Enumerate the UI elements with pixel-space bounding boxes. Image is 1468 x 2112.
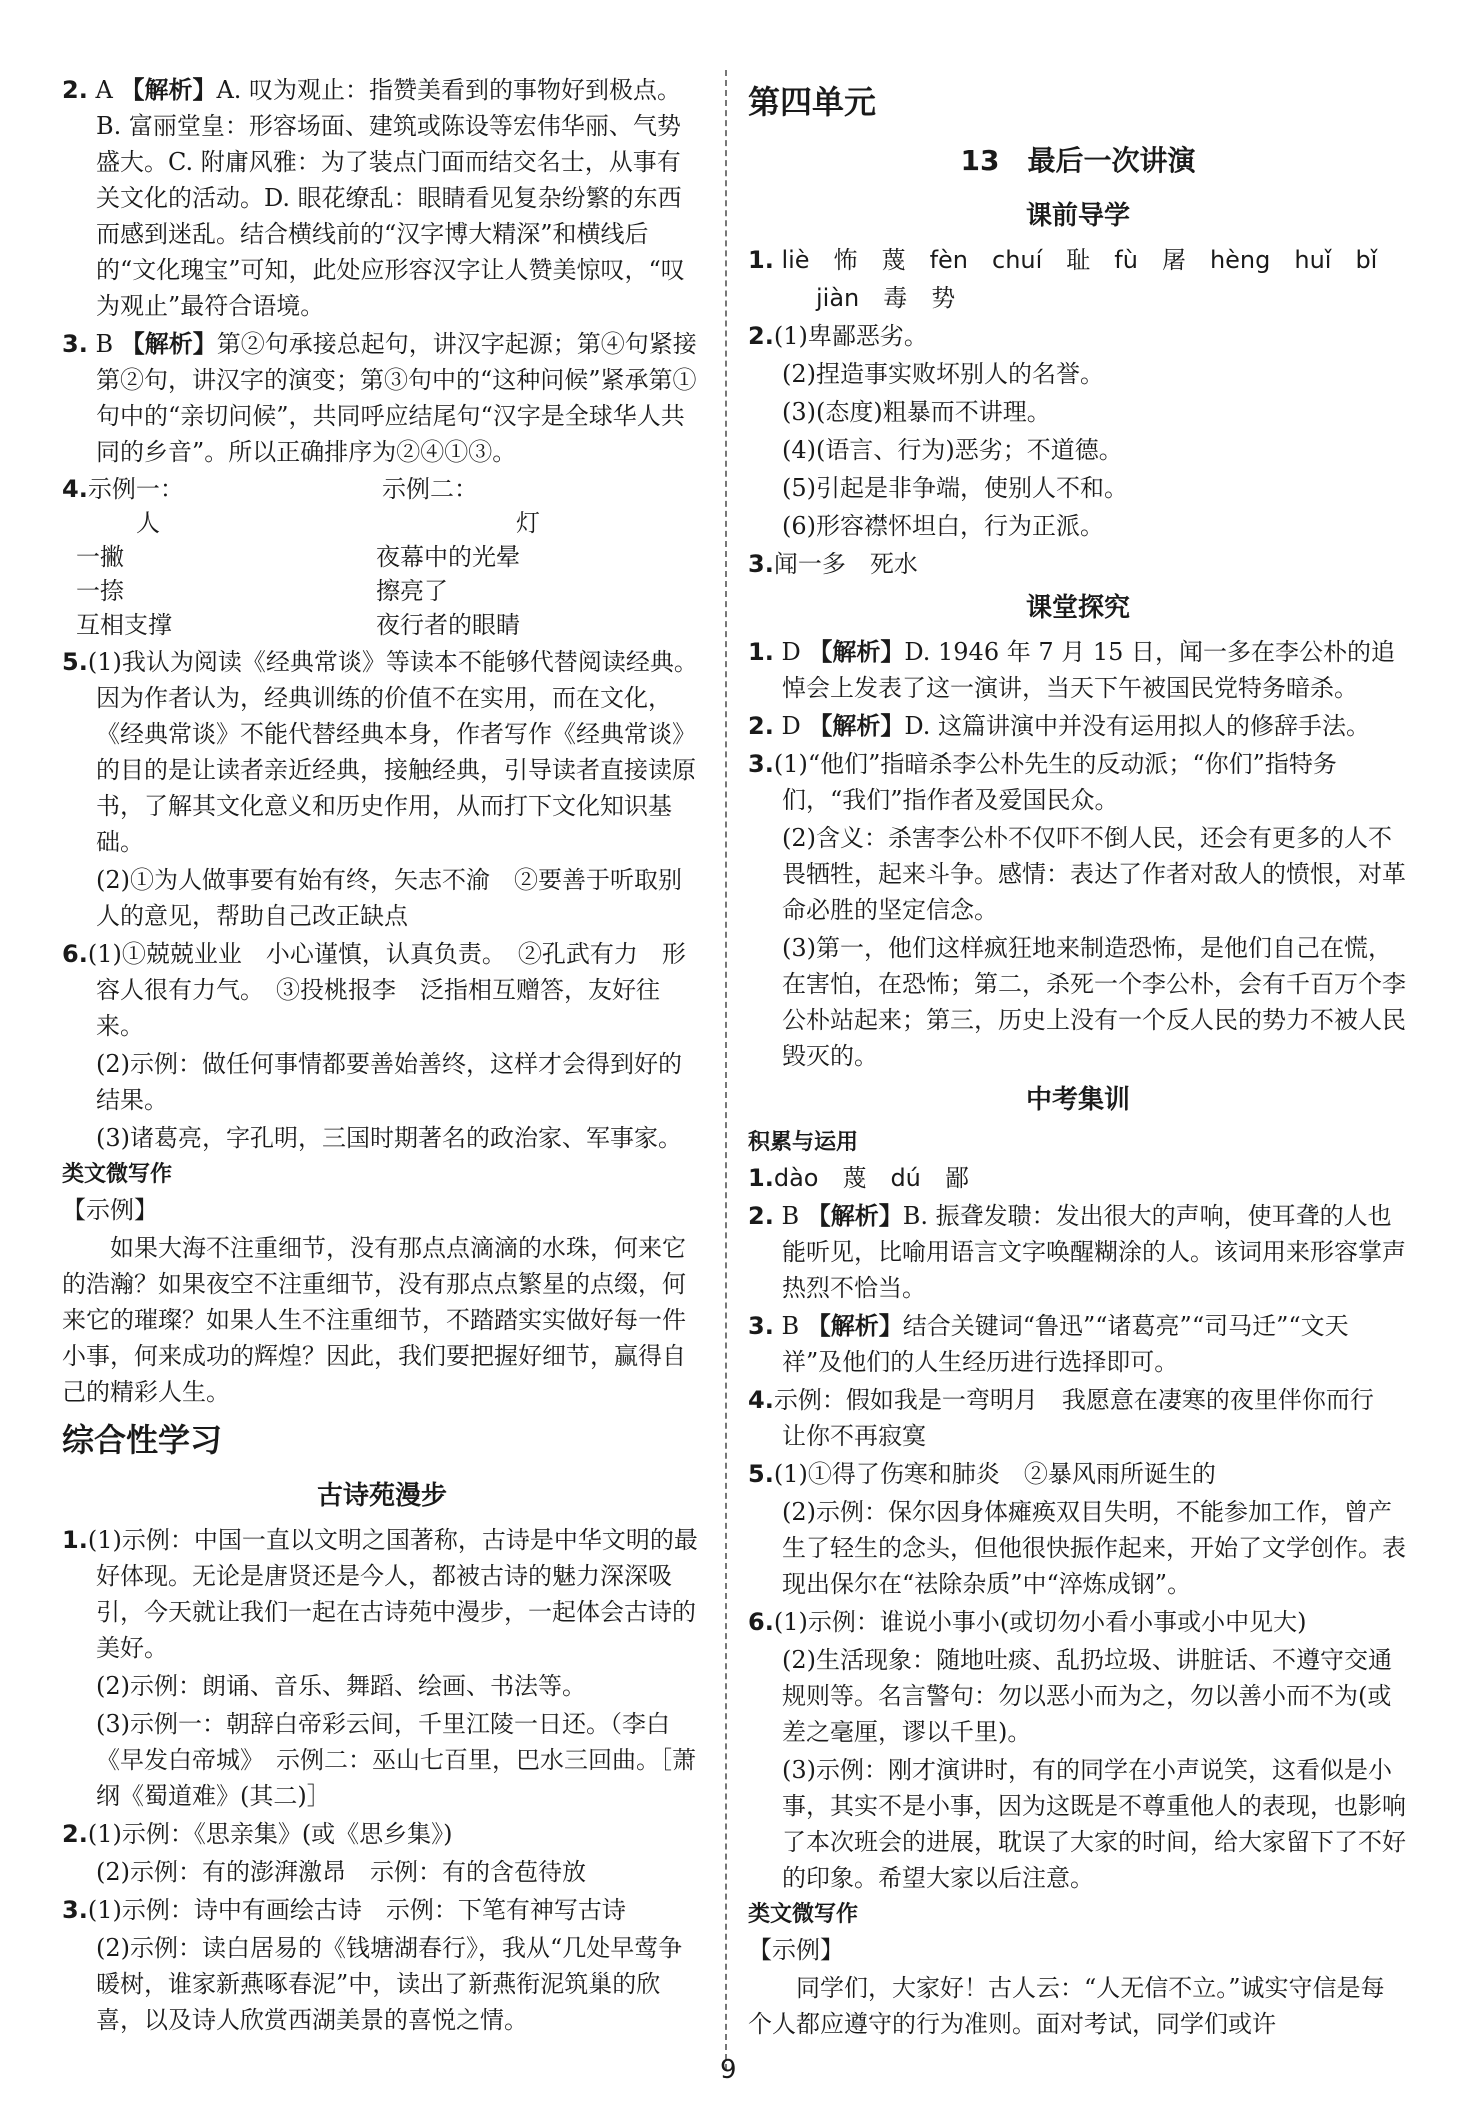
question-number: 2. (62, 1820, 88, 1848)
example-tag: 【示例】 (748, 1936, 844, 1964)
table-cell: 互相支撑 (76, 611, 172, 639)
couplet-table (62, 506, 702, 642)
question-number: 3. (748, 550, 774, 578)
preview-answer-3 (748, 546, 1408, 582)
answer-text: (1)示例：谁说小事小(或切勿小看小事或小中见大) (773, 1608, 1307, 1636)
answer-text: (6)形容襟怀坦白，行为正派。 (782, 512, 1104, 540)
question-number: 4. (62, 475, 88, 503)
subsection-title: 课堂探究 (1025, 593, 1130, 623)
question-number: 2. (748, 712, 774, 740)
question-number: 1. (748, 246, 774, 274)
analysis-tag: 【解析】 (120, 76, 217, 104)
page-number: 9 (720, 2055, 737, 2085)
pinyin-line: jiàn 毒 势 (816, 284, 956, 312)
example-two-label: 示例二： (382, 475, 478, 503)
answer-5 (62, 644, 702, 860)
subsection-title: 中考集训 (1025, 1085, 1130, 1115)
answer-text: (2)示例：做任何事情都要善始善终，这样才会得到好的结果。 (96, 1050, 682, 1114)
lesson-title: 13 最后一次讲演 (960, 144, 1196, 177)
table-cell: 人 (136, 509, 160, 537)
exam-answer-5 (748, 1456, 1408, 1492)
table-cell: 擦亮了 (376, 577, 448, 605)
answer-text: (3)(态度)粗暴而不讲理。 (782, 398, 1051, 426)
section-heading: 积累与运用 (748, 1130, 859, 1155)
answer-choice: D (781, 712, 801, 740)
question-number: 2. (62, 76, 88, 104)
answer-3 (62, 326, 702, 470)
analysis-text: A. 叹为观止：指赞美看到的事物好到极点。B. 富丽堂皇：形容场面、建筑或陈设等宏伟华丽、气势盛大。C. 附庸风雅：为了装点门面而结交名士，从事有关文化的活动。D. 眼花缭乱：眼睛看见复杂纷繁的东西而感到迷乱。结合横线前的“汉字博大精深”和横线后的“文化瑰宝”可知，此处应形容汉字让人赞美惊叹，“叹为观止”最符合语境。 (96, 76, 685, 320)
section-title: 综合性学习 (62, 1421, 223, 1459)
micro-writing-text: 如果大海不注重细节，没有那点点滴滴的水珠，何来它的浩瀚？如果夜空不注重细节，没有那点点繁星的点缀，何来它的璀璨？如果人生不注重细节，不踏踏实实做好每一件小事，何来成功的辉煌？因此，我们要把握好细节，赢得自己的精彩人生。 (62, 1234, 686, 1406)
question-number: 3. (748, 1312, 774, 1340)
question-number: 3. (748, 750, 774, 778)
explore-answer-3 (748, 746, 1408, 818)
exam-answer-6 (748, 1604, 1408, 1640)
question-number: 1. (62, 1526, 88, 1554)
question-number: 5. (748, 1460, 774, 1488)
answer-6 (62, 936, 702, 1044)
question-number: 3. (62, 1896, 88, 1924)
section-heading: 类文微写作 (62, 1162, 173, 1187)
section-heading: 类文微写作 (748, 1902, 859, 1927)
exam-answer-4 (748, 1382, 1408, 1454)
answer-text: (4)(语言、行为)恶劣；不道德。 (782, 436, 1123, 464)
analysis-text: 结合关键词“鲁迅”“诸葛亮”“司马迁”“文天祥”及他们的人生经历进行选择即可。 (782, 1312, 1349, 1376)
comp-answer-2 (62, 1816, 702, 1852)
analysis-tag: 【解析】 (806, 1202, 903, 1230)
column-divider (725, 70, 727, 2070)
comp-answer-1 (62, 1522, 702, 1666)
analysis-tag: 【解析】 (808, 712, 905, 740)
question-number: 3. (62, 330, 88, 358)
pinyin-line: liè 怖 蔑 fèn chuí 耻 fù 屠 hèng huǐ bǐ (781, 246, 1378, 274)
analysis-text: B. 振聋发聩：发出很大的声响，使耳聋的人也能听见，比喻用语言文字唤醒糊涂的人。该词用来形容掌声热烈不恰当。 (782, 1202, 1406, 1302)
table-cell: 一撇 (76, 543, 124, 571)
explore-answer-1 (748, 634, 1408, 706)
table-cell: 夜行者的眼睛 (376, 611, 520, 639)
micro-writing-text: 同学们，大家好！古人云：“人无信不立。”诚实守信是每个人都应遵守的行为准则。面对考试，同学们或许 (748, 1974, 1385, 2038)
answer-text: (1)示例：中国一直以文明之国著称，古诗是中华文明的最好体现。无论是唐贤还是今人，都被古诗的魅力深深吸引，今天就让我们一起在古诗苑中漫步，一起体会古诗的美好。 (87, 1526, 698, 1662)
subsection-title: 课前导学 (1025, 201, 1130, 231)
table-cell: 夜幕中的光晕 (376, 543, 520, 571)
answer-text: (2)示例：朗诵、音乐、舞蹈、绘画、书法等。 (96, 1672, 586, 1700)
table-cell: 灯 (516, 509, 540, 537)
answer-text: (1)示例：诗中有画绘古诗 示例：下笔有神写古诗 (87, 1896, 626, 1924)
exam-answer-1 (748, 1160, 1408, 1196)
preview-answer-2 (748, 318, 1408, 354)
question-number: 1. (748, 638, 774, 666)
example-one-label: 示例一： (87, 475, 184, 503)
answer-text: (2)①为人做事要有始有终，矢志不渝 ②要善于听取别人的意见，帮助自己改正缺点 (96, 866, 682, 930)
exam-answer-2 (748, 1198, 1408, 1306)
answer-choice: B (781, 1312, 800, 1340)
answer-text: (2)示例：有的澎湃激昂 示例：有的含苞待放 (96, 1858, 586, 1886)
question-number: 4. (748, 1386, 774, 1414)
answer-text: (2)示例：保尔因身体瘫痪双目失明，不能参加工作，曾产生了轻生的念头，但他很快振作起来，开始了文学创作。表现出保尔在“祛除杂质”中“淬炼成钢”。 (782, 1498, 1406, 1598)
answer-2 (62, 72, 702, 324)
question-number: 2. (748, 1202, 774, 1230)
answer-text: (3)第一，他们这样疯狂地来制造恐怖，是他们自己在慌，在害怕，在恐怖；第二，杀死一个李公朴，会有千百万个李公朴站起来；第三，历史上没有一个反人民的势力不被人民毁灭的。 (782, 934, 1406, 1070)
answer-choice: A (95, 76, 113, 104)
preview-answer-1 (748, 242, 1408, 278)
answer-4 (62, 472, 702, 642)
answer-text: (3)诸葛亮，字孔明，三国时期著名的政治家、军事家。 (96, 1124, 682, 1152)
subsection-title: 古诗苑漫步 (316, 1481, 447, 1511)
answer-text: 闻一多 死水 (773, 550, 918, 578)
analysis-text: D. 这篇讲演中并没有运用拟人的修辞手法。 (904, 712, 1371, 740)
question-number: 1. (748, 1164, 774, 1192)
answer-text: (1)“他们”指暗杀李公朴先生的反动派；“你们”指特务们，“我们”指作者及爱国民众。 (773, 750, 1337, 814)
answer-text: (1)①兢兢业业 小心谨慎，认真负责。 ②孔武有力 形容人很有力气。 ③投桃报李 泛指相互赠答，友好往来。 (87, 940, 686, 1040)
answer-text: (5)引起是非争端，使别人不和。 (782, 474, 1128, 502)
question-number: 6. (748, 1608, 774, 1636)
answer-text: (2)捏造事实败坏别人的名誉。 (782, 360, 1104, 388)
answer-text: (1)我认为阅读《经典常谈》等读本不能够代替阅读经典。因为作者认为，经典训练的价值不在实用，而在文化，《经典常谈》不能代替经典本身，作者写作《经典常谈》的目的是让读者亲近经典，接触经典，引导读者直接读原书，了解其文化意义和历史作用，从而打下文化知识基础。 (87, 648, 698, 856)
answer-text: (3)示例：刚才演讲时，有的同学在小声说笑，这看似是小事，其实不是小事，因为这既是不尊重他人的表现，也影响了本次班会的进展，耽误了大家的时间，给大家留下了不好的印象。希望大家以后注意。 (782, 1756, 1406, 1892)
right-column (748, 72, 1408, 2044)
answer-text: (3)示例一：朝辞白帝彩云间，千里江陵一日还。（李白《早发白帝城》 示例二：巫山七百里，巴水三回曲。［萧纲《蜀道难》(其二)］ (96, 1710, 696, 1810)
explore-answer-2 (748, 708, 1408, 744)
answer-text: (1)①得了伤寒和肺炎 ②暴风雨所诞生的 (773, 1460, 1216, 1488)
answer-text: (2)示例：读白居易的《钱塘湖春行》，我从“几处早莺争暖树，谁家新燕啄春泥”中，读出了新燕衔泥筑巢的欣喜，以及诗人欣赏西湖美景的喜悦之情。 (96, 1934, 683, 2034)
analysis-text: D. 1946 年 7 月 15 日，闻一多在李公朴的追悼会上发表了这一演讲，当天下午被国民党特务暗杀。 (782, 638, 1396, 702)
question-number: 6. (62, 940, 88, 968)
analysis-text: 第②句承接总起句，讲汉字起源；第④句紧接第②句，讲汉字的演变；第③句中的“这种问候”紧承第①句中的“亲切问候”，共同呼应结尾句“汉字是全球华人共同的乡音”。所以正确排序为②④①③。 (96, 330, 697, 466)
answer-choice: B (781, 1202, 800, 1230)
unit-title: 第四单元 (748, 83, 877, 121)
table-cell: 一捺 (76, 577, 124, 605)
answer-text: 示例：假如我是一弯明月 我愿意在凄寒的夜里伴你而行 让你不再寂寞 (773, 1386, 1398, 1450)
answer-choice: B (95, 330, 114, 358)
answer-text: (2)含义：杀害李公朴不仅吓不倒人民，还会有更多的人不畏牺牲，起来斗争。感情：表达了作者对敌人的愤恨，对革命必胜的坚定信念。 (782, 824, 1406, 924)
example-tag: 【示例】 (62, 1196, 158, 1224)
answer-text: (2)生活现象：随地吐痰、乱扔垃圾、讲脏话、不遵守交通规则等。名言警句：勿以恶小而为之，勿以善小而不为(或差之毫厘，谬以千里)。 (782, 1646, 1392, 1746)
analysis-tag: 【解析】 (806, 1312, 903, 1340)
answer-text: (1)卑鄙恶劣。 (773, 322, 928, 350)
left-column (62, 72, 702, 2040)
exam-answer-3 (748, 1308, 1408, 1380)
question-number: 5. (62, 648, 88, 676)
answer-text: dào 蔑 dú 鄙 (773, 1164, 969, 1192)
answer-text: (1)示例：《思亲集》(或《思乡集》) (87, 1820, 453, 1848)
answer-choice: D (781, 638, 801, 666)
analysis-tag: 【解析】 (120, 330, 217, 358)
analysis-tag: 【解析】 (808, 638, 905, 666)
question-number: 2. (748, 322, 774, 350)
comp-answer-3 (62, 1892, 702, 1928)
